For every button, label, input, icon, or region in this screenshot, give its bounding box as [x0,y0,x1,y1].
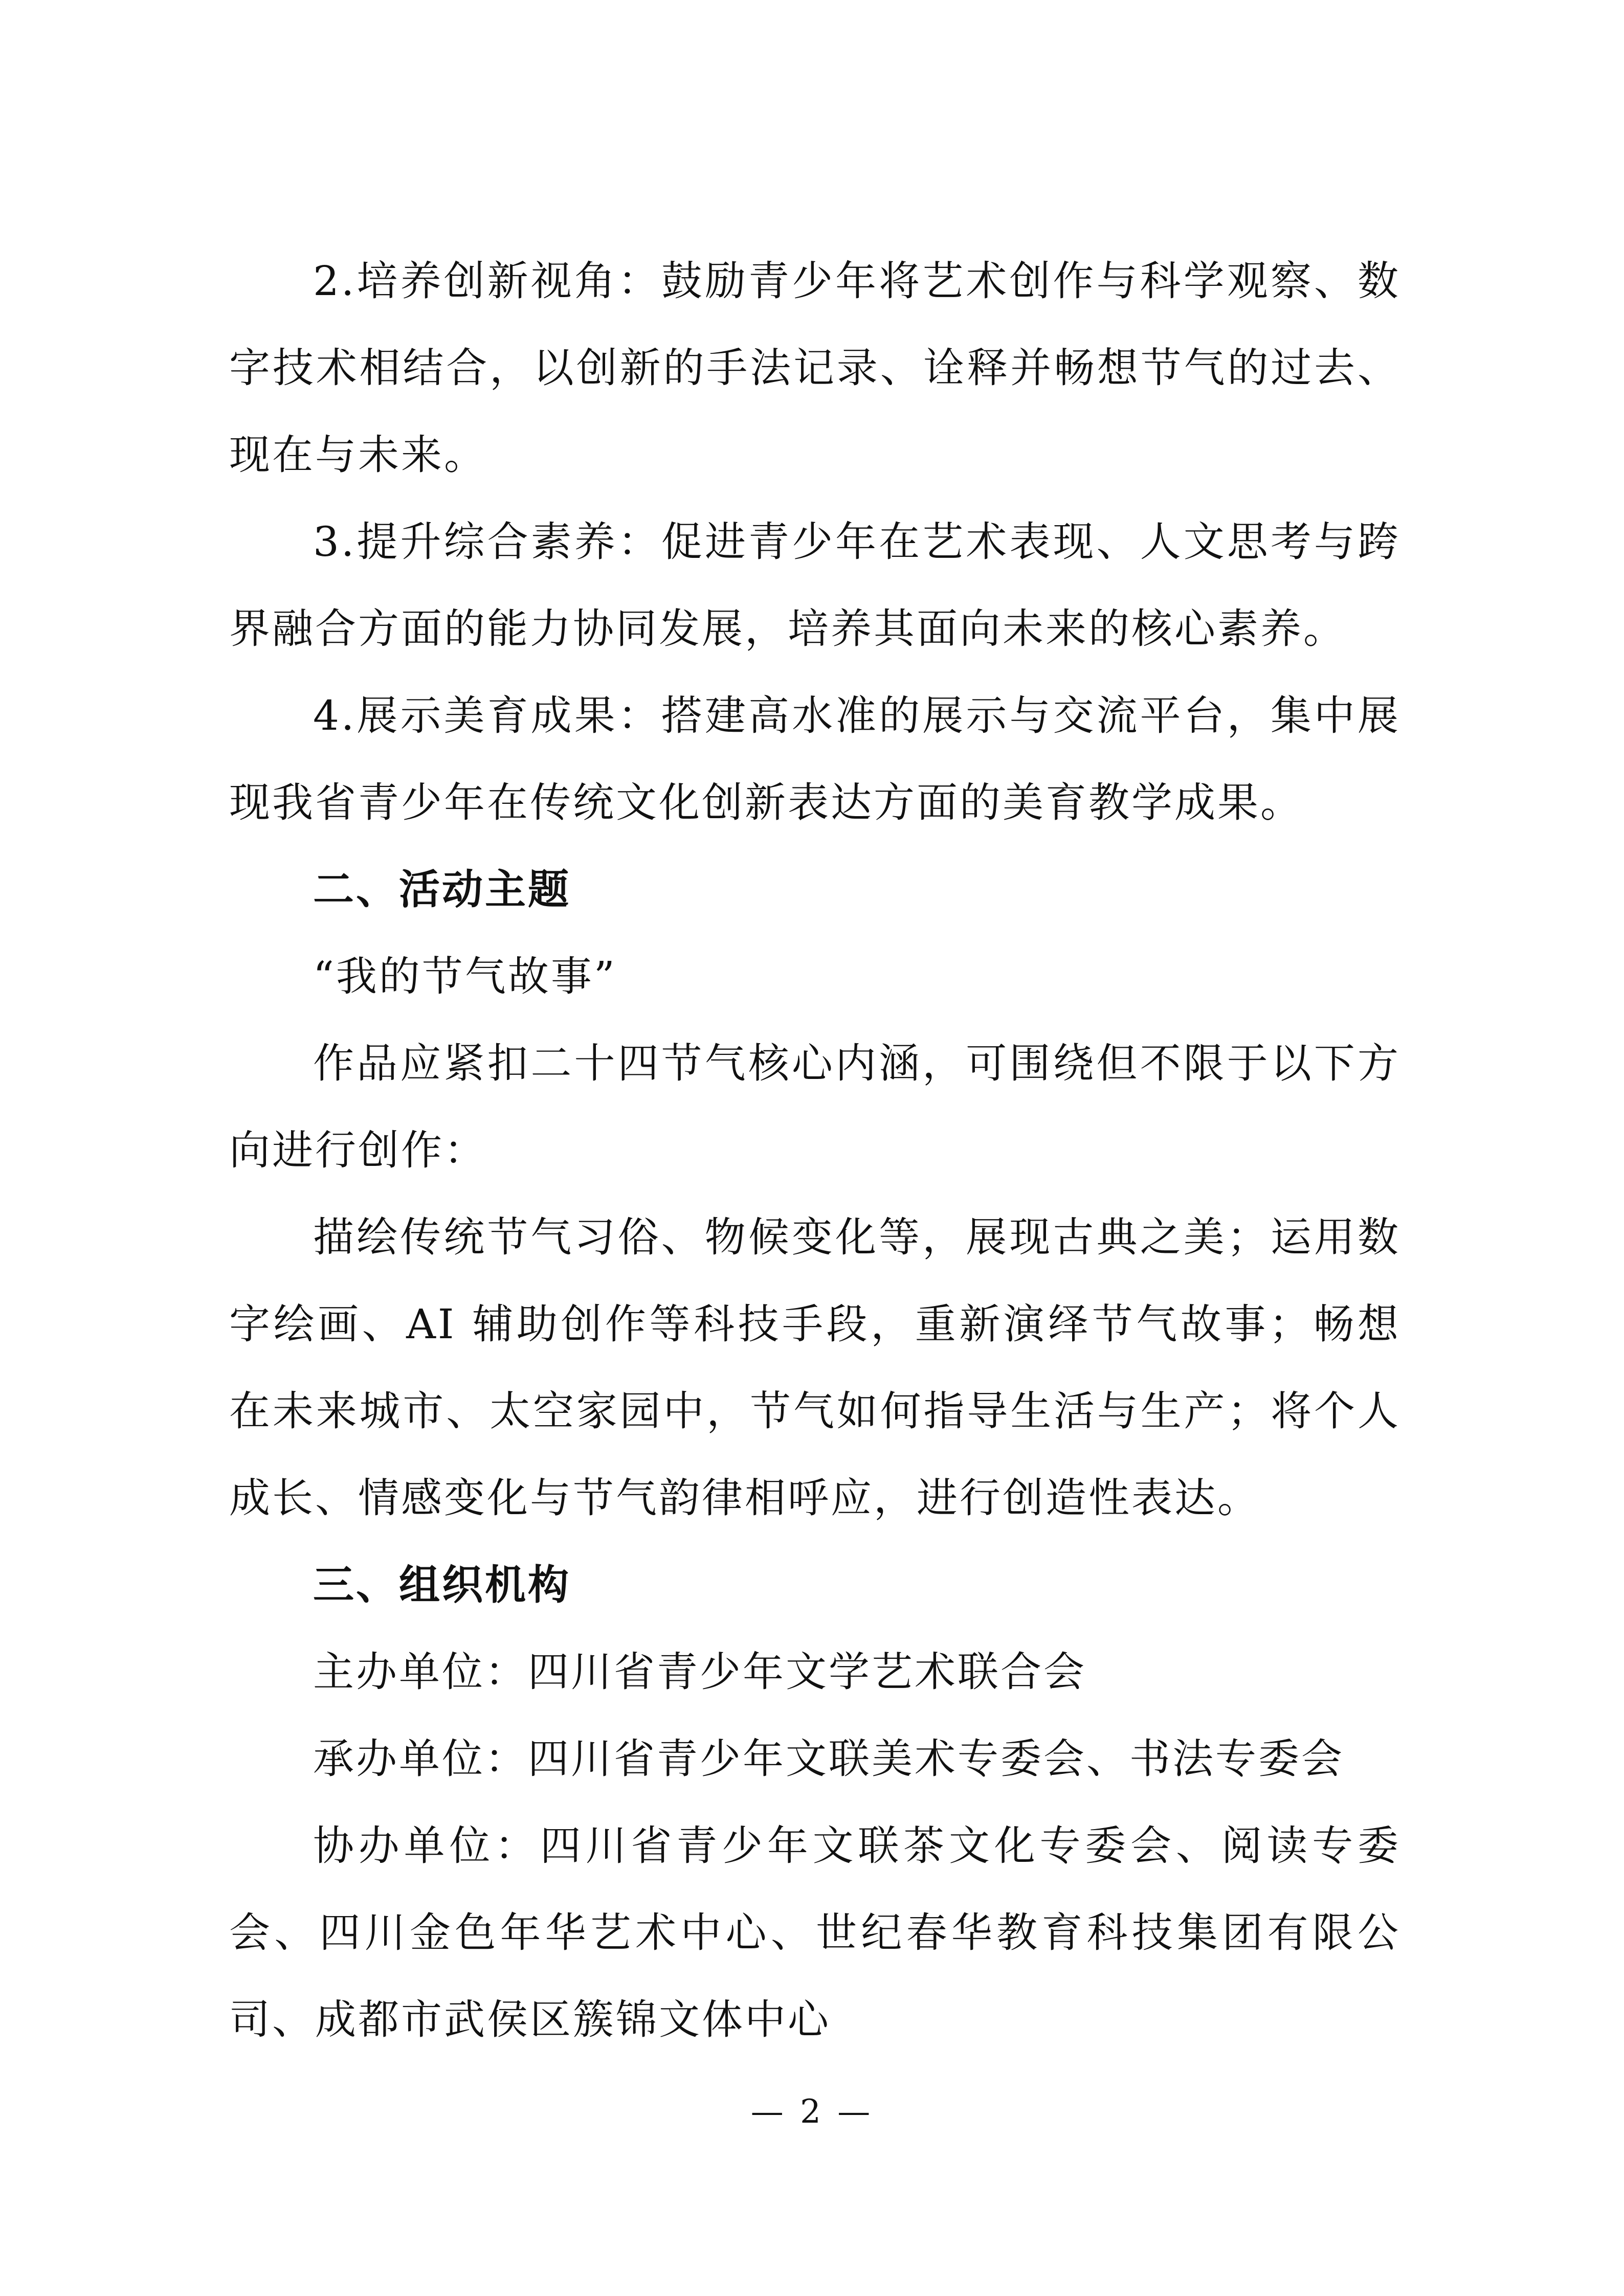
paragraph-goal-4: 4.展示美育成果：搭建高水准的展示与交流平台，集中展现我省青少年在传统文化创新表达方面的美育教学成果。 [229,692,1400,826]
section-heading-theme: 二、活动主题 [313,866,571,913]
page-number: — 2 — [750,2093,874,2131]
theme-title: “我的节气故事” [313,953,617,1000]
paragraph-theme-intro: 作品应紧扣二十四节气核心内涵，可围绕但不限于以下方向进行创作： [229,1040,1400,1174]
paragraph-host: 主办单位：四川省青少年文学艺术联合会 [313,1648,1086,1696]
paragraph-organizer: 承办单位：四川省青少年文联美术专委会、书法专委会 [313,1735,1344,1783]
document-body [229,238,1400,2063]
paragraph-co-organizer: 协办单位：四川省青少年文联茶文化专委会、阅读专委会、四川金色年华艺术中心、世纪春华教育科技集团有限公司、成都市武侯区簇锦文体中心 [229,1822,1400,2043]
paragraph-theme-directions: 描绘传统节气习俗、物候变化等，展现古典之美；运用数字绘画、AI 辅助创作等科技手段，重新演绎节气故事；畅想在未来城市、太空家园中，节气如何指导生活与生产；将个人成长、情感变化与节气韵律相呼应，进行创造性表达。 [229,1213,1400,1522]
paragraph-goal-3: 3.提升综合素养：促进青少年在艺术表现、人文思考与跨界融合方面的能力协同发展，培养其面向未来的核心素养。 [229,518,1400,652]
paragraph-goal-2: 2.培养创新视角：鼓励青少年将艺术创作与科学观察、数字技术相结合，以创新的手法记录、诠释并畅想节气的过去、现在与未来。 [229,257,1400,479]
section-heading-organization: 三、组织机构 [313,1561,571,1609]
